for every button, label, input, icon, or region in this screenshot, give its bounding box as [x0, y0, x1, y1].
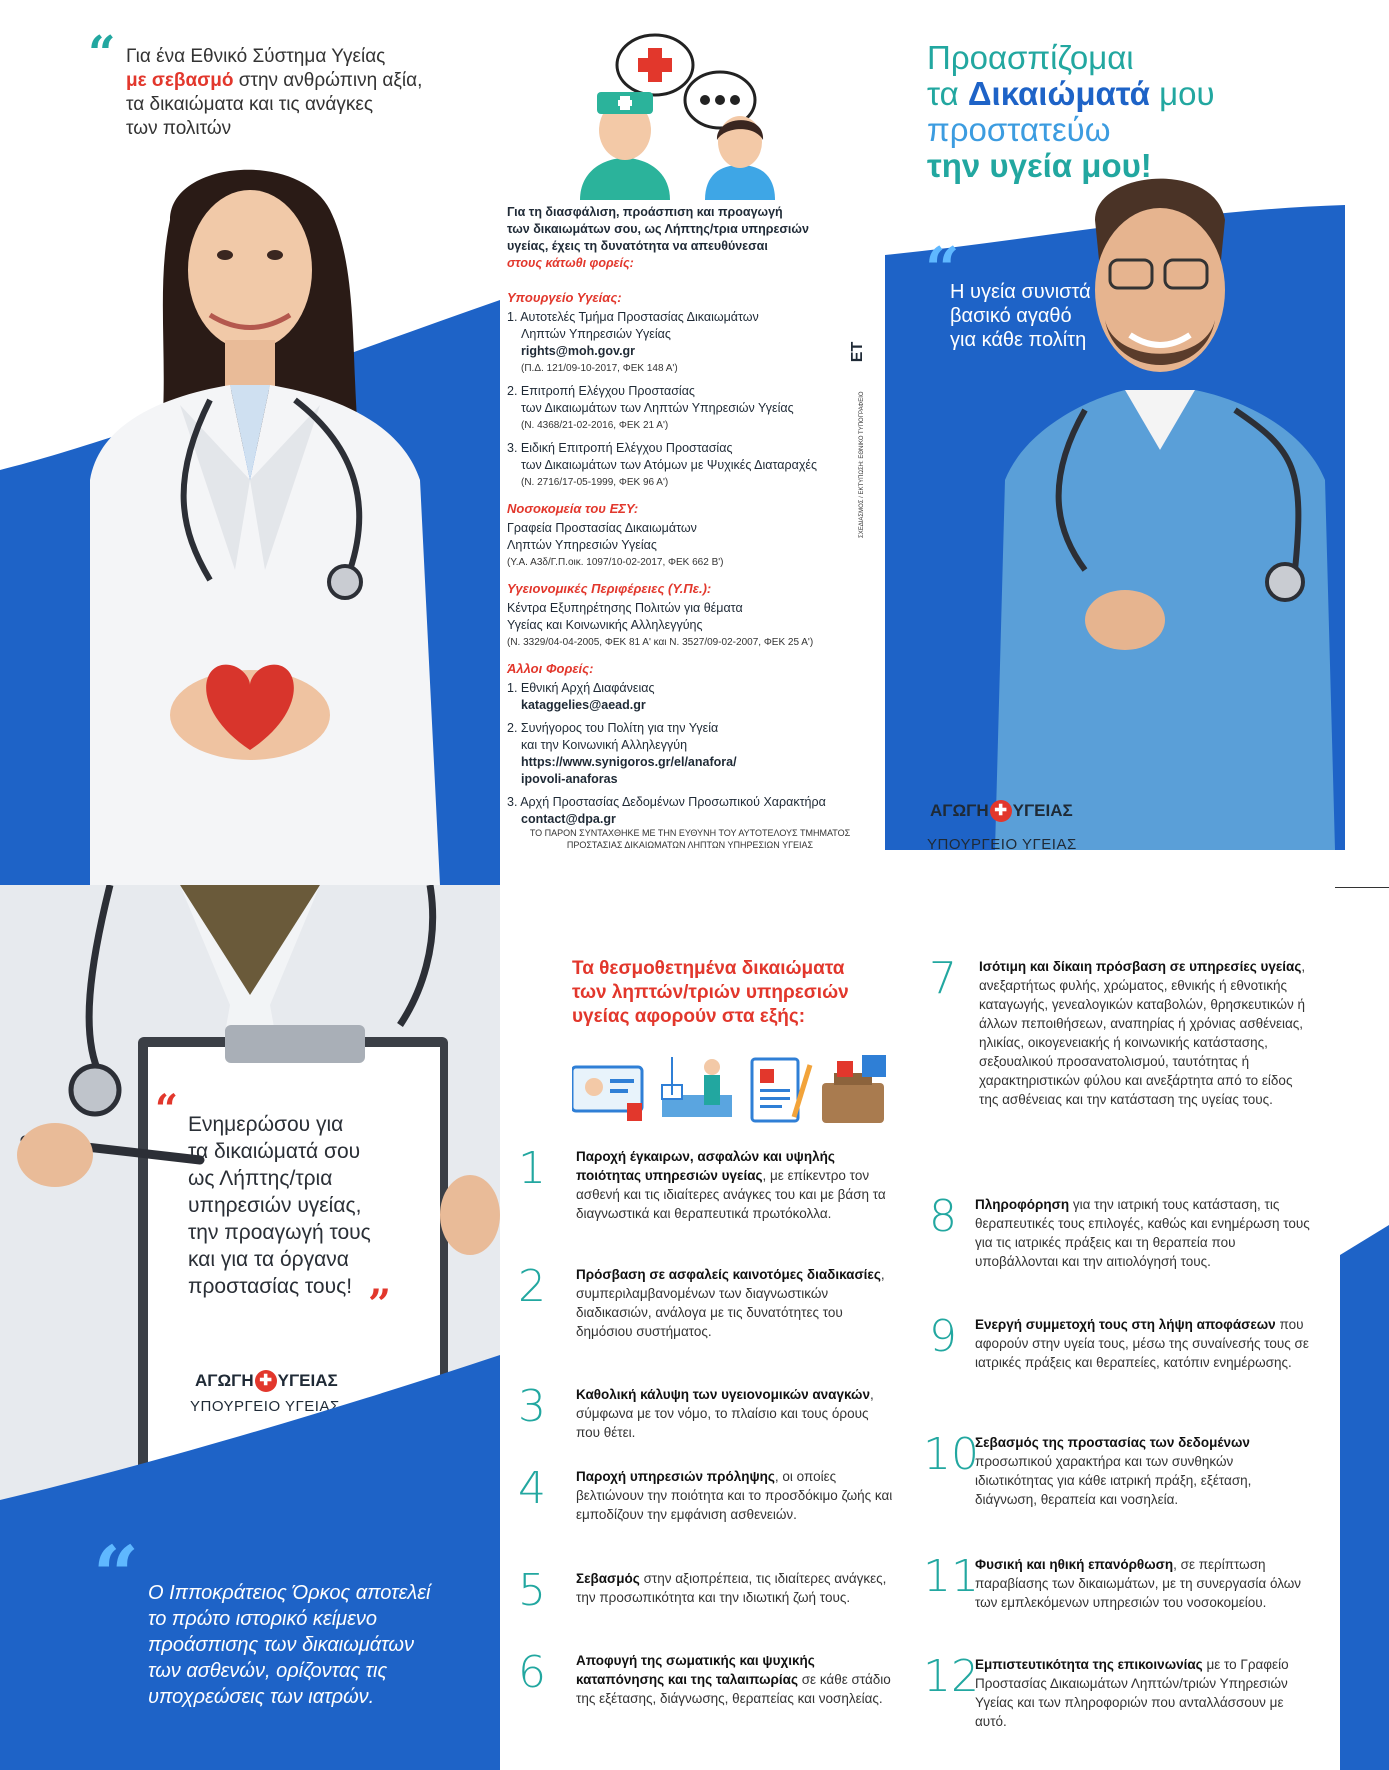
section-title-hospitals: Νοσοκομεία του ΕΣΥ: — [507, 501, 639, 516]
title-line: προστατεύω — [927, 111, 1111, 148]
medical-chat-icon — [575, 30, 805, 200]
item-number: 5 — [518, 1565, 546, 1616]
top-left-quote — [126, 45, 486, 141]
quote-mark-icon: “ — [88, 26, 116, 82]
entry-line: 3. Αρχή Προστασίας Δεδομένων Προσωπικού Χαρακτήρα — [507, 795, 826, 809]
male-doctor-photo — [965, 150, 1345, 850]
logo-part: ΥΓΕΙΑΣ — [277, 1371, 338, 1390]
printer-tag-text: ΣΧΕΔΙΑΣΜΟΣ / ΕΚΤΥΠΩΣΗ: ΕΘΝΙΚΟ ΤΥΠΟΓΡΑΦΕΙΟ — [859, 391, 865, 538]
item-bold: Παροχή υπηρεσιών πρόληψης — [576, 1469, 775, 1484]
female-doctor-photo — [60, 150, 500, 885]
quote-line: βασικό αγαθό — [950, 305, 1072, 327]
item-rest: προσωπικού χαρακτήρα και των συνθηκών ιδιωτικότητας για κάθε ιατρική πράξη, εξέταση, διάγνωση, θεραπεία και νοσηλεία. — [975, 1454, 1252, 1507]
logo-part: ΑΓΩΓΗ — [195, 1371, 254, 1390]
heading-line: των ληπτών/τριών υπηρεσιών — [572, 982, 849, 1003]
item-rest: που αφορούν στην υγεία τους, μέσω της συναίνεσής τους σε ιατρικές πράξεις και θεραπείες, κατόπιν ενημέρωσης. — [975, 1317, 1309, 1370]
health-quote — [950, 280, 1091, 352]
item-bold: Πληροφόρηση — [975, 1197, 1070, 1212]
item-text — [540, 1467, 895, 1524]
center-intro — [507, 204, 847, 272]
title-line: Προασπίζομαι — [927, 39, 1134, 76]
doctor-icon — [580, 92, 670, 200]
item-text — [935, 1555, 1310, 1612]
quote-line: προάσπισης των δικαιωμάτων — [148, 1634, 414, 1656]
directory-entry — [507, 600, 877, 651]
right-item — [929, 1191, 1310, 1271]
center-footer — [510, 827, 870, 851]
email-link[interactable]: rights@moh.gov.gr — [521, 344, 636, 358]
clipboard-line: και για τα όργανα — [188, 1248, 349, 1271]
item-bold: Αποφυγή της σωματικής και ψυχικής καταπόνησης και της ταλαιπωρίας — [576, 1653, 815, 1687]
rights-panel — [500, 885, 1389, 1770]
item-text — [935, 957, 1310, 1109]
url-link[interactable]: https://www.synigoros.gr/el/anafora/ — [521, 755, 737, 769]
clipboard-line: προστασίας τους! — [188, 1275, 353, 1298]
section-title-regions: Υγειονομικές Περιφέρειες (Υ.Πε.): — [507, 581, 712, 596]
intro-line: των δικαιωμάτων σου, ως Λήπτης/τρια υπηρεσιών — [507, 222, 809, 236]
right-item — [518, 1647, 895, 1708]
entry-line: Γραφεία Προστασίας Δικαιωμάτων — [507, 521, 697, 535]
item-number: 2 — [518, 1261, 546, 1312]
item-bold: Ενεργή συμμετοχή τους στη λήψη αποφάσεων — [975, 1317, 1276, 1332]
quote-line: για κάθε πολίτη — [950, 329, 1087, 351]
item-text — [540, 1147, 895, 1223]
quote-mark-icon: “ — [155, 1086, 179, 1133]
center-panel — [500, 0, 885, 885]
law-reference: (Ν. 2716/17-05-1999, ΦΕΚ 96 Α') — [521, 477, 669, 488]
item-number: 11 — [923, 1551, 979, 1602]
medical-kit-icon — [822, 1055, 886, 1123]
quote-line: υποχρεώσεις των ιατρών. — [148, 1686, 375, 1708]
top-left-panel — [0, 0, 500, 885]
quote-highlight: με σεβασμό — [126, 70, 234, 91]
quote-line: το πρώτο ιστορικό κείμενο — [148, 1608, 378, 1630]
directory-entry — [507, 440, 877, 491]
item-text — [935, 1195, 1310, 1271]
right-item — [518, 1261, 895, 1341]
bottom-left-panel — [0, 885, 500, 1770]
quote-line: Για ένα Εθνικό Σύστημα Υγείας — [126, 46, 386, 67]
item-rest: στην αξιοπρέπεια, τις ιδιαίτερες ανάγκες, την προσωπικότητα και την ιδιωτική ζωή τους. — [576, 1571, 887, 1605]
url-link[interactable]: ipovoli-anaforas — [521, 772, 618, 786]
item-bold: Φυσική και ηθική επανόρθωση — [975, 1557, 1174, 1572]
item-rest: , οι οποίες βελτιώνουν την ποιότητα και το προσδόκιμο ζωής και εμποδίζουν την εμφάνιση ασθενειών. — [576, 1469, 893, 1522]
directory-entry — [507, 720, 877, 788]
item-bold: Καθολική κάλυψη των υγειονομικών αναγκών — [576, 1387, 870, 1402]
title-line: την υγεία μου! — [927, 147, 1152, 184]
entry-line: Κέντρα Εξυπηρέτησης Πολιτών για θέματα — [507, 601, 743, 615]
email-link[interactable]: kataggelies@aead.gr — [521, 698, 646, 712]
logo-subtitle: ΥΠΟΥΡΓΕΙΟ ΥΓΕΙΑΣ — [927, 836, 1077, 853]
hippocratic-quote — [148, 1580, 488, 1710]
red-cross-icon: ✚ — [990, 800, 1012, 822]
right-item — [518, 1143, 895, 1223]
item-text — [935, 1433, 1310, 1509]
directory-entry — [507, 520, 877, 571]
intro-line: Για τη διασφάλιση, προάσπιση και προαγωγή — [507, 205, 783, 219]
quote-line: Η υγεία συνιστά — [950, 281, 1091, 303]
clipboard-line: τα δικαιώματά σου — [188, 1140, 361, 1163]
printer-tag — [849, 285, 872, 538]
title-line — [927, 76, 1347, 112]
right-item — [923, 1551, 1310, 1612]
item-rest: , με επίκεντρο τον ασθενή και τις ιδιαίτερες ανάγκες του και με βάση τα διαγνωστικά και θεραπευτικά πρωτόκολλα. — [576, 1168, 886, 1221]
blue-swoosh-shape — [1300, 885, 1389, 1770]
item-number: 8 — [929, 1191, 957, 1242]
item-rest: , ανεξαρτήτως φυλής, χρώματος, εθνικής ή εθνοτικής καταγωγής, γενεαλογικών καταβολών, θρησκευτικών ή άλλων πεποιθήσεων, αναπηρίας ή χρόνιας ασθένειας, ηλικίας, οικογενειακής ή κοινωνικής κατάστασης, σεξουαλικού προσανατολισμού, ταυτότητας ή χαρακτηριστικών φύλου και ανεξάρτητα από το είδος της ασθένειας και την κατάσταση της υγείας τους. — [979, 959, 1306, 1107]
item-text — [540, 1265, 895, 1341]
title-part: μου — [1149, 75, 1215, 112]
item-rest: , σύμφωνα με τον νόμο, το πλαίσιο και τους όρους που θέτει. — [576, 1387, 874, 1440]
quote-line: τα δικαιώματα και τις ανάγκες — [126, 94, 374, 115]
quote-mark-close-icon: ” — [368, 1281, 392, 1328]
entry-line: και την Κοινωνική Αλληλεγγύη — [521, 738, 688, 752]
item-text — [540, 1385, 895, 1442]
right-item — [923, 1651, 1310, 1731]
logo-part: ΥΓΕΙΑΣ — [1012, 801, 1073, 820]
directory-entry — [507, 383, 877, 434]
entry-line: 3. Ειδική Επιτροπή Ελέγχου Προστασίας — [507, 441, 733, 455]
directory-entry — [507, 794, 877, 828]
right-item — [929, 953, 1310, 1109]
law-reference: (Υ.Α. Α3δ/Γ.Π.οικ. 1097/10-02-2017, ΦΕΚ 662 Β') — [507, 557, 724, 568]
telemedicine-icon — [572, 1067, 642, 1121]
item-rest: , σε περίπτωση παραβίασης των δικαιωμάτων, με τη συνεργασία όλων των εμπλεκόμενων υπηρεσιών του νοσοκομείου. — [975, 1557, 1302, 1610]
top-right-panel — [885, 0, 1389, 885]
section-title-other: Άλλοι Φορείς: — [507, 661, 594, 676]
item-number: 7 — [929, 953, 957, 1004]
item-text — [540, 1569, 895, 1607]
printer-logo: ΕΤ — [849, 341, 867, 363]
footer-line: ΤΟ ΠΑΡΟΝ ΣΥΝΤΑΧΘΗΚΕ ΜΕ ΤΗΝ ΕΥΘΥΝΗ ΤΟΥ ΑΥΤΟΤΕΛΟΥΣ ΤΜΗΜΑΤΟΣ — [529, 828, 851, 838]
item-bold: Παροχή έγκαιρων, ασφαλών και υψηλής ποιότητας υπηρεσιών υγείας — [576, 1149, 835, 1183]
right-item — [923, 1429, 1310, 1509]
heading-line: Τα θεσμοθετημένα δικαιώματα — [572, 958, 845, 979]
red-cross-icon: ✚ — [255, 1370, 277, 1392]
law-reference: (Ν. 4368/21-02-2016, ΦΕΚ 21 Α') — [521, 420, 669, 431]
quote-line — [126, 69, 486, 93]
entry-line: 1. Εθνική Αρχή Διαφάνειας — [507, 681, 655, 695]
section-title-ministry: Υπουργείο Υγείας: — [507, 290, 622, 305]
law-reference: (Π.Δ. 121/09-10-2017, ΦΕΚ 148 Α') — [521, 363, 678, 374]
directory-entry — [507, 680, 877, 714]
item-rest: , συμπεριλαμβανομένων των διαγνωστικών διαδικασιών, ανάλογα με τις δυνατότητες του δημόσιου συστήματος. — [576, 1267, 885, 1339]
item-bold: Σεβασμός — [576, 1571, 640, 1586]
entry-line: των Δικαιωμάτων των Ατόμων με Ψυχικές Διαταραχές — [521, 458, 818, 472]
nurse-care-icon — [662, 1057, 732, 1117]
law-reference: (Ν. 3329/04-04-2005, ΦΕΚ 81 Α' και Ν. 3527/09-02-2007, ΦΕΚ 25 Α') — [507, 637, 814, 648]
email-link[interactable]: contact@dpa.gr — [521, 812, 616, 826]
directory-entry — [507, 309, 877, 377]
entry-line: Υγείας και Κοινωνικής Αλληλεγγύης — [507, 618, 703, 632]
quote-line: των ασθενών, ορίζοντας τις — [148, 1660, 388, 1682]
footer-line: ΠΡΟΣΤΑΣΙΑΣ ΔΙΚΑΙΩΜΑΤΩΝ ΛΗΠΤΩΝ ΥΠΗΡΕΣΙΩΝ ΥΓΕΙΑΣ — [566, 840, 814, 850]
item-number: 3 — [518, 1381, 546, 1432]
item-number: 4 — [518, 1463, 546, 1514]
clipboard-line: Ενημερώσου για — [188, 1113, 344, 1136]
item-rest: για την ιατρική τους κατάσταση, τις θεραπευτικές τους επιλογές, καθώς και ενημέρωση τους για τις ιατρικές πράξεις και τη θεραπεία που υποβάλλονται και την αιτιολόγησή τους. — [975, 1197, 1310, 1269]
right-item — [518, 1463, 895, 1524]
right-item — [518, 1565, 895, 1616]
contact-directory — [507, 280, 877, 834]
item-number: 1 — [518, 1143, 546, 1194]
item-bold: Ισότιμη και δίκαιη πρόσβαση σε υπηρεσίες υγείας — [979, 959, 1302, 974]
quote-line: των πολιτών — [126, 118, 232, 139]
item-text — [540, 1651, 895, 1708]
title-part: τα — [927, 75, 968, 112]
rights-heading — [572, 957, 849, 1029]
item-bold: Πρόσβαση σε ασφαλείς καινοτόμες διαδικασίες — [576, 1267, 881, 1282]
rights-icons-row — [572, 1055, 892, 1127]
item-text — [935, 1315, 1310, 1372]
item-text — [935, 1655, 1310, 1731]
entry-line: Ληπτών Υπηρεσιών Υγείας — [507, 538, 657, 552]
item-bold: Εμπιστευτικότητα της επικοινωνίας — [975, 1657, 1203, 1672]
medical-report-icon — [752, 1059, 810, 1121]
clipboard-line: την προαγωγή τους — [188, 1221, 371, 1244]
entry-line: 2. Επιτροπή Ελέγχου Προστασίας — [507, 384, 695, 398]
logo-subtitle: ΥΠΟΥΡΓΕΙΟ ΥΓΕΙΑΣ — [190, 1398, 340, 1415]
clipboard-line: υπηρεσιών υγείας, — [188, 1194, 362, 1217]
agogi-logo — [930, 800, 1073, 822]
right-item — [518, 1381, 895, 1442]
item-number: 6 — [518, 1647, 546, 1698]
clipboard-line: ως Λήπτης/τρια — [188, 1167, 333, 1190]
entry-line: 2. Συνήγορος του Πολίτη για την Υγεία — [507, 721, 719, 735]
heading-line: υγείας αφορούν στα εξής: — [572, 1006, 806, 1027]
title-part: Δικαιώματά — [967, 75, 1150, 112]
item-number: 9 — [929, 1311, 957, 1362]
quote-rest: στην ανθρώπινη αξία, — [233, 70, 423, 91]
item-number: 10 — [923, 1429, 979, 1480]
entry-line: 1. Αυτοτελές Τμήμα Προστασίας Δικαιωμάτων — [507, 310, 759, 324]
item-bold: Σεβασμός της προστασίας των δεδομένων — [975, 1435, 1250, 1450]
item-number: 12 — [923, 1651, 979, 1702]
entry-line: Ληπτών Υπηρεσιών Υγείας — [521, 327, 671, 341]
intro-line: στους κάτωθι φορείς: — [507, 256, 634, 270]
right-item — [929, 1311, 1310, 1372]
item-rest: σε κάθε στάδιο της εξέτασης, διάγνωσης, θεραπείας και νοσηλείας. — [576, 1672, 891, 1706]
quote-mark-icon: “ — [925, 235, 960, 305]
entry-line: των Δικαιωμάτων των Ληπτών Υπηρεσιών Υγείας — [521, 401, 794, 415]
clipboard-text — [188, 1111, 433, 1300]
logo-part: ΑΓΩΓΗ — [930, 801, 989, 820]
intro-line: υγείας, έχεις τη δυνατότητα να απευθύνεσαι — [507, 239, 768, 253]
item-rest: με το Γραφείο Προστασίας Δικαιωμάτων Ληπτών/τριών Υπηρεσιών Υγείας και των πληροφοριών που ανταλλάσσουν με αυτό. — [975, 1657, 1289, 1729]
quote-mark-icon: “ — [93, 1528, 140, 1622]
quote-line: Ο Ιπποκράτειος Όρκος αποτελεί — [148, 1582, 431, 1604]
